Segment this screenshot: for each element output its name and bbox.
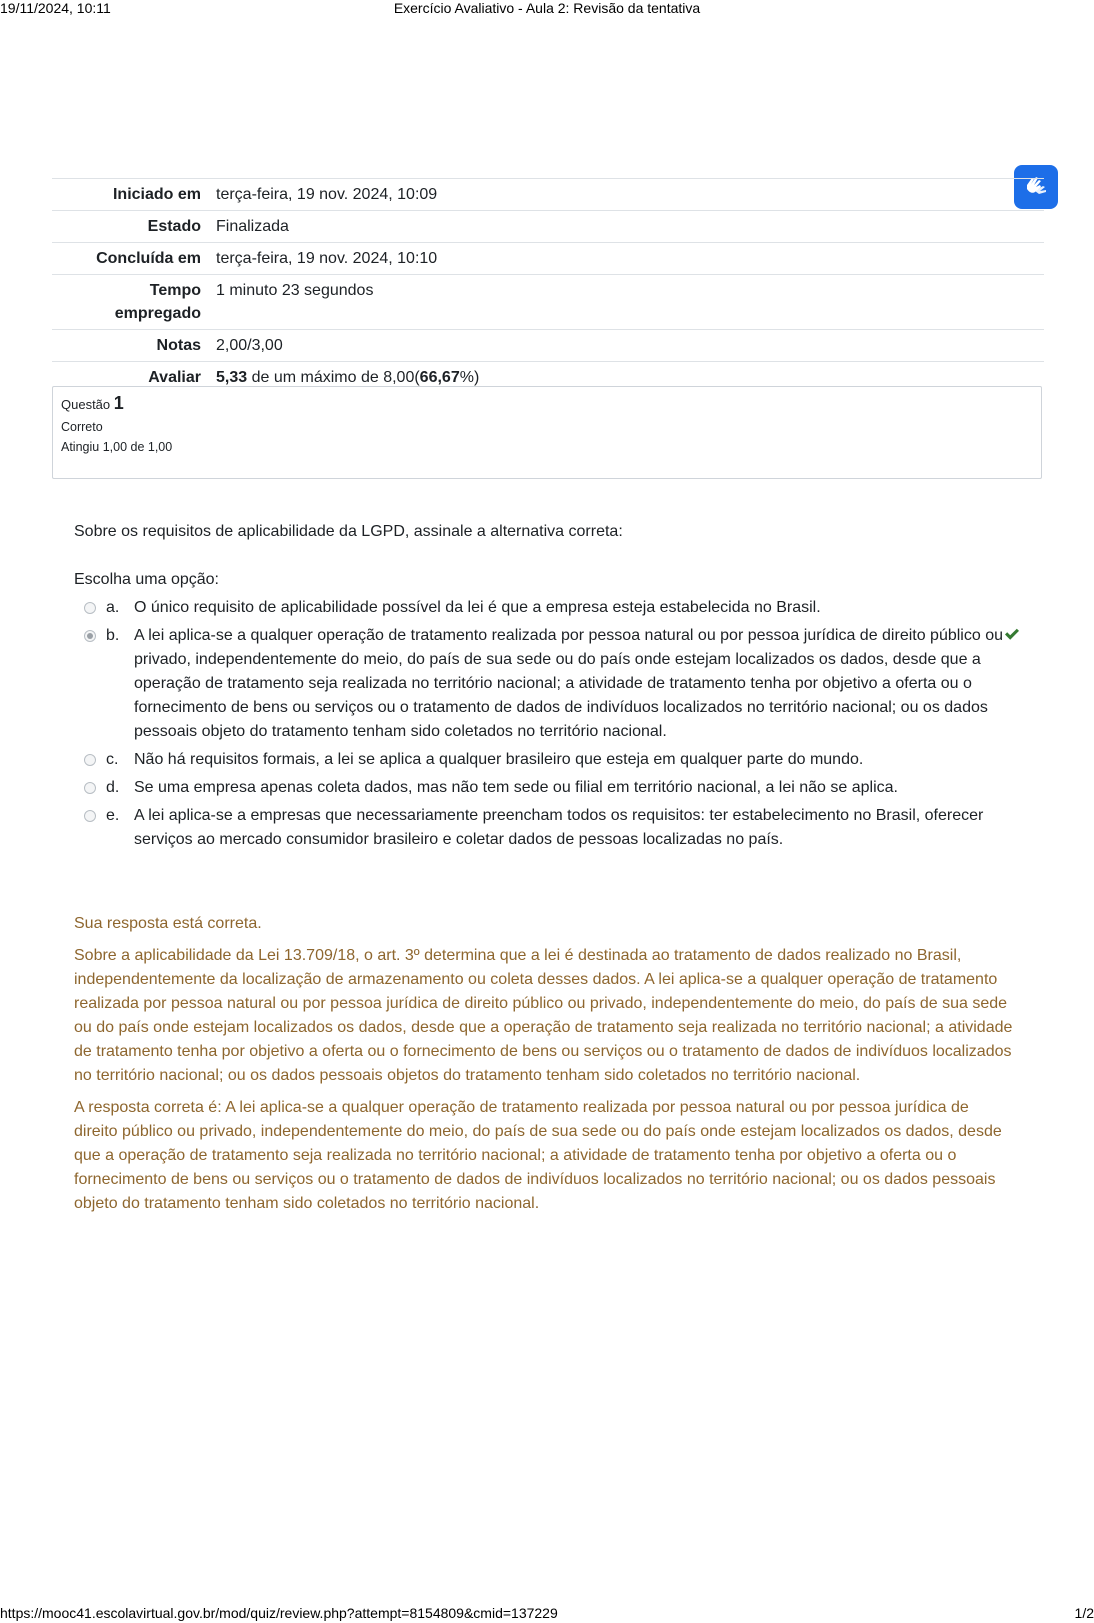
time-label — [52, 275, 211, 330]
summary-row-state — [52, 211, 1044, 243]
option-b[interactable] — [74, 624, 1014, 744]
print-page-title: Exercício Avaliativo - Aula 2: Revisão da tentativa — [393, 0, 701, 16]
check-icon — [1004, 624, 1020, 648]
feedback-result: Sua resposta está correta. — [74, 915, 262, 932]
option-letter: e. — [106, 807, 120, 824]
question-points: Atingiu 1,00 de 1,00 — [61, 440, 173, 454]
radio-e[interactable] — [84, 810, 96, 822]
started-label: Iniciado em — [112, 186, 201, 203]
option-text: Se uma empresa apenas coleta dados, mas não tem sede ou filial em território nacional, a lei não se aplica. — [134, 779, 898, 796]
summary-row-started — [52, 179, 1044, 211]
option-text: O único requisito de aplicabilidade possível da lei é que a empresa esteja estabelecida no Brasil. — [134, 599, 821, 616]
option-text: A lei aplica-se a qualquer operação de tratamento realizada por pessoa natural ou por pessoa jurídica de direito público ou privado, independentemente do meio, do país de sua sede ou do país onde estejam localizados os dados, desde que a operação de tratamento seja realizada no território nacional; a atividade de tratamento tenha por objetivo a oferta ou o fornecimento de bens ou serviços ou o tratamento de dados de indivíduos localizados no território nacional; ou os dados pessoais objeto do tratamento tenham sido coletados no território nacional. — [134, 627, 1003, 740]
question-status: Correto — [61, 420, 103, 434]
option-text: A lei aplica-se a empresas que necessariamente preencham todos os requisitos: ter estabelecimento no Brasil, oferecer serviços ao mercado consumidor brasileiro e coletar dados de pessoas localizadas no país. — [134, 807, 984, 848]
question-number — [61, 393, 1033, 414]
summary-row-completed — [52, 243, 1044, 275]
summary-row-marks — [52, 330, 1044, 362]
grade-label: Avaliar — [148, 369, 201, 386]
time-label-line-2: empregado — [114, 305, 201, 322]
completed-label: Concluída em — [96, 250, 201, 267]
grade-score: 5,33 — [216, 369, 248, 386]
started-value: terça-feira, 19 nov. 2024, 10:09 — [216, 186, 438, 203]
print-header — [0, 0, 1094, 18]
print-page-number: 1/2 — [1074, 1605, 1094, 1621]
radio-b-selected[interactable] — [84, 630, 96, 642]
question-info-box — [52, 386, 1042, 479]
print-footer — [0, 1605, 1094, 1623]
question-content — [74, 520, 1014, 856]
marks-label: Notas — [156, 337, 201, 354]
option-text: Não há requisitos formais, a lei se aplica a qualquer brasileiro que esteja em qualquer parte do mundo. — [134, 751, 864, 768]
grade-end: %) — [459, 369, 480, 386]
feedback-general: Sobre a aplicabilidade da Lei 13.709/18, o art. 3º determina que a lei é destinada ao tratamento de dados realizado no Brasil, independentemente da localização de armazenamento ou coleta desses dados. A lei aplica-se a qualquer operação de tratamento realizada por pessoa natural ou por pessoa jurídica de direito público ou privado, independentemente do meio, do país de sua sede ou do país onde estejam localizados os dados, desde que a operação de tratamento seja realizada no território nacional; a atividade de tratamento tenha por objetivo a oferta ou o fornecimento de bens ou serviços ou o tratamento de dados de indivíduos localizados no território nacional; ou os dados pessoais objetos do tratamento tenham sido coletados no território nacional. — [74, 947, 1013, 1084]
grade-mid: de um máximo de 8,00( — [247, 369, 420, 386]
print-datetime: 19/11/2024, 10:11 — [0, 0, 111, 16]
completed-value: terça-feira, 19 nov. 2024, 10:10 — [216, 250, 438, 267]
radio-c[interactable] — [84, 754, 96, 766]
answer-options — [74, 596, 1014, 852]
option-letter: b. — [106, 627, 120, 644]
question-number-value: 1 — [113, 393, 124, 413]
option-e[interactable] — [74, 804, 1014, 852]
option-c[interactable] — [74, 748, 1014, 772]
option-letter: d. — [106, 779, 120, 796]
feedback-section — [74, 912, 1014, 1224]
attempt-summary-table — [52, 178, 1044, 393]
option-letter: c. — [106, 751, 119, 768]
state-value: Finalizada — [216, 218, 289, 235]
grade-percent: 66,67 — [419, 369, 460, 386]
time-value: 1 minuto 23 segundos — [216, 282, 374, 299]
summary-row-time — [52, 275, 1044, 330]
print-url: https://mooc41.escolavirtual.gov.br/mod/quiz/review.php?attempt=8154809&cmid=137229 — [0, 1605, 558, 1621]
option-d[interactable] — [74, 776, 1014, 800]
answer-prompt: Escolha uma opção: — [74, 571, 219, 588]
state-label: Estado — [147, 218, 201, 235]
question-text: Sobre os requisitos de aplicabilidade da LGPD, assinale a alternativa correta: — [74, 523, 623, 540]
radio-d[interactable] — [84, 782, 96, 794]
feedback-right-answer: A resposta correta é: A lei aplica-se a qualquer operação de tratamento realizada por pessoa natural ou por pessoa jurídica de direito público ou privado, independentemente do meio, do país de sua sede ou do país onde estejam localizados os dados, desde que a operação de tratamento seja realizada no território nacional; a atividade de tratamento tenha por objetivo a oferta ou o fornecimento de bens ou serviços ou o tratamento de dados de indivíduos localizados no território nacional; ou os dados pessoais objeto do tratamento tenham sido coletados no território nacional. — [74, 1099, 1002, 1212]
time-label-line-1: Tempo — [149, 282, 201, 299]
marks-value: 2,00/3,00 — [216, 337, 283, 354]
option-a[interactable] — [74, 596, 1014, 620]
option-letter: a. — [106, 599, 120, 616]
radio-a[interactable] — [84, 602, 96, 614]
question-label: Questão — [61, 397, 111, 412]
